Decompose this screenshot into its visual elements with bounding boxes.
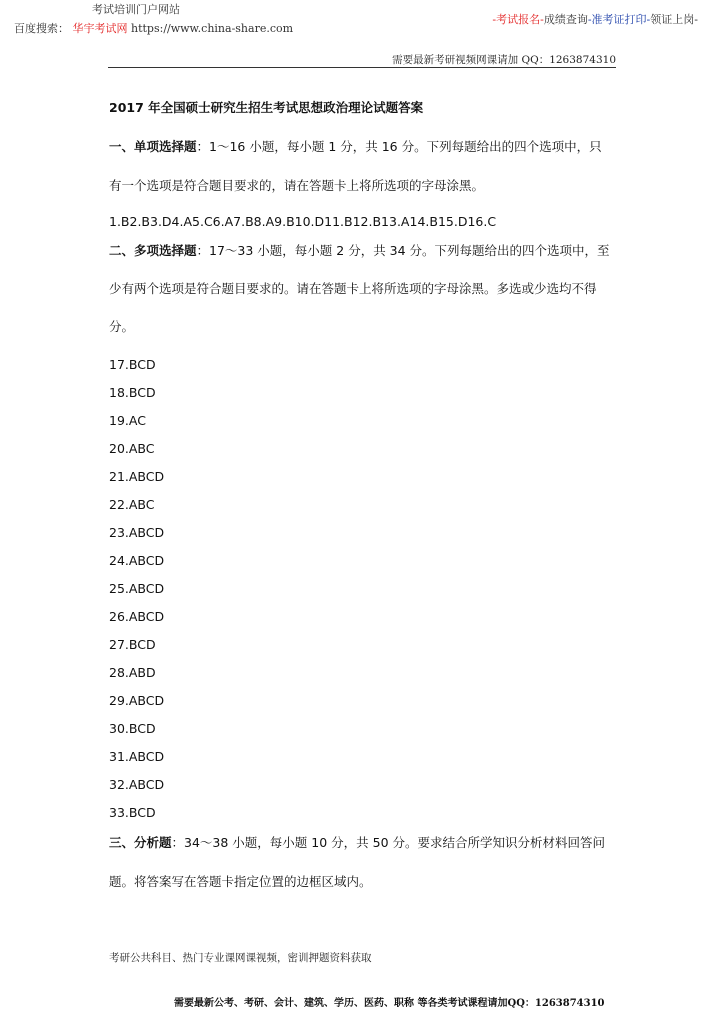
section2-line3: 分。 xyxy=(109,319,135,334)
page-title: 2017 年全国硕士研究生招生考试思想政治理论试题答案 xyxy=(109,100,424,115)
site-name: 考试培训门户网站 xyxy=(92,3,180,16)
answer-21: 21.ABCD xyxy=(109,469,165,484)
header-divider xyxy=(108,67,616,68)
score-query-link[interactable]: 成绩查询 xyxy=(543,13,588,26)
answer-18: 18.BCD xyxy=(109,385,156,400)
exam-registration-link[interactable]: -考试报名- xyxy=(492,13,544,26)
answer-25: 25.ABCD xyxy=(109,581,165,596)
answer-22: 22.ABC xyxy=(109,497,155,512)
answer-30: 30.BCD xyxy=(109,721,156,736)
section1-line1: 一、单项选择题：1～16 小题，每小题 1 分，共 16 分。下列每题给出的四个选项中，只 xyxy=(109,139,602,154)
answer-33: 33.BCD xyxy=(109,805,156,820)
admission-ticket-link[interactable]: -准考证打印- xyxy=(587,13,651,26)
header-links xyxy=(492,11,698,27)
answer-26: 26.ABCD xyxy=(109,609,165,624)
answer-17: 17.BCD xyxy=(109,357,156,372)
search-brand-link[interactable]: 华宇考试网 xyxy=(72,22,128,35)
section1-heading: 一、单项选择题 xyxy=(109,139,197,154)
section3-line2: 题。将答案写在答题卡指定位置的边框区域内。 xyxy=(109,874,372,889)
footer-note: 考研公共科目、热门专业课网课视频，密训押题资料获取 xyxy=(109,952,372,964)
section1-line2: 有一个选项是符合题目要求的，请在答题卡上将所选项的字母涂黑。 xyxy=(109,178,485,193)
search-hint xyxy=(14,20,293,36)
answer-32: 32.ABCD xyxy=(109,777,165,792)
answer-24: 24.ABCD xyxy=(109,553,165,568)
section2-heading: 二、多项选择题 xyxy=(109,243,197,258)
answer-27: 27.BCD xyxy=(109,637,156,652)
answer-23: 23.ABCD xyxy=(109,525,165,540)
answer-28: 28.ABD xyxy=(109,665,156,680)
section2-line1: 二、多项选择题：17～33 小题，每小题 2 分，共 34 分。下列每题给出的四个选项中，至 xyxy=(109,243,610,258)
certificate-link[interactable]: 领证上岗- xyxy=(650,13,698,26)
section2-line2: 少有两个选项是符合题目要求的。请在答题卡上将所选项的字母涂黑。多选或少选均不得 xyxy=(109,281,597,296)
answer-31: 31.ABCD xyxy=(109,749,165,764)
answer-20: 20.ABC xyxy=(109,441,155,456)
header-contact: 需要最新考研视频网课请加 QQ：1263874310 xyxy=(392,54,616,66)
answer-19: 19.AC xyxy=(109,413,146,428)
search-url[interactable]: https://www.china-share.com xyxy=(131,22,294,35)
section3-line1: 三、分析题：34～38 小题，每小题 10 分，共 50 分。要求结合所学知识分析材料回答问 xyxy=(109,835,606,850)
section3-heading: 三、分析题 xyxy=(109,835,172,850)
answer-29: 29.ABCD xyxy=(109,693,165,708)
search-label: 百度搜索： xyxy=(14,22,69,35)
footer-contact: 需要最新公考、考研、会计、建筑、学历、医药、职称 等各类考试课程请加QQ：1263874310 xyxy=(174,998,605,1009)
section1-answers: 1.B2.B3.D4.A5.C6.A7.B8.A9.B10.D11.B12.B13.A14.B15.D16.C xyxy=(109,214,497,229)
